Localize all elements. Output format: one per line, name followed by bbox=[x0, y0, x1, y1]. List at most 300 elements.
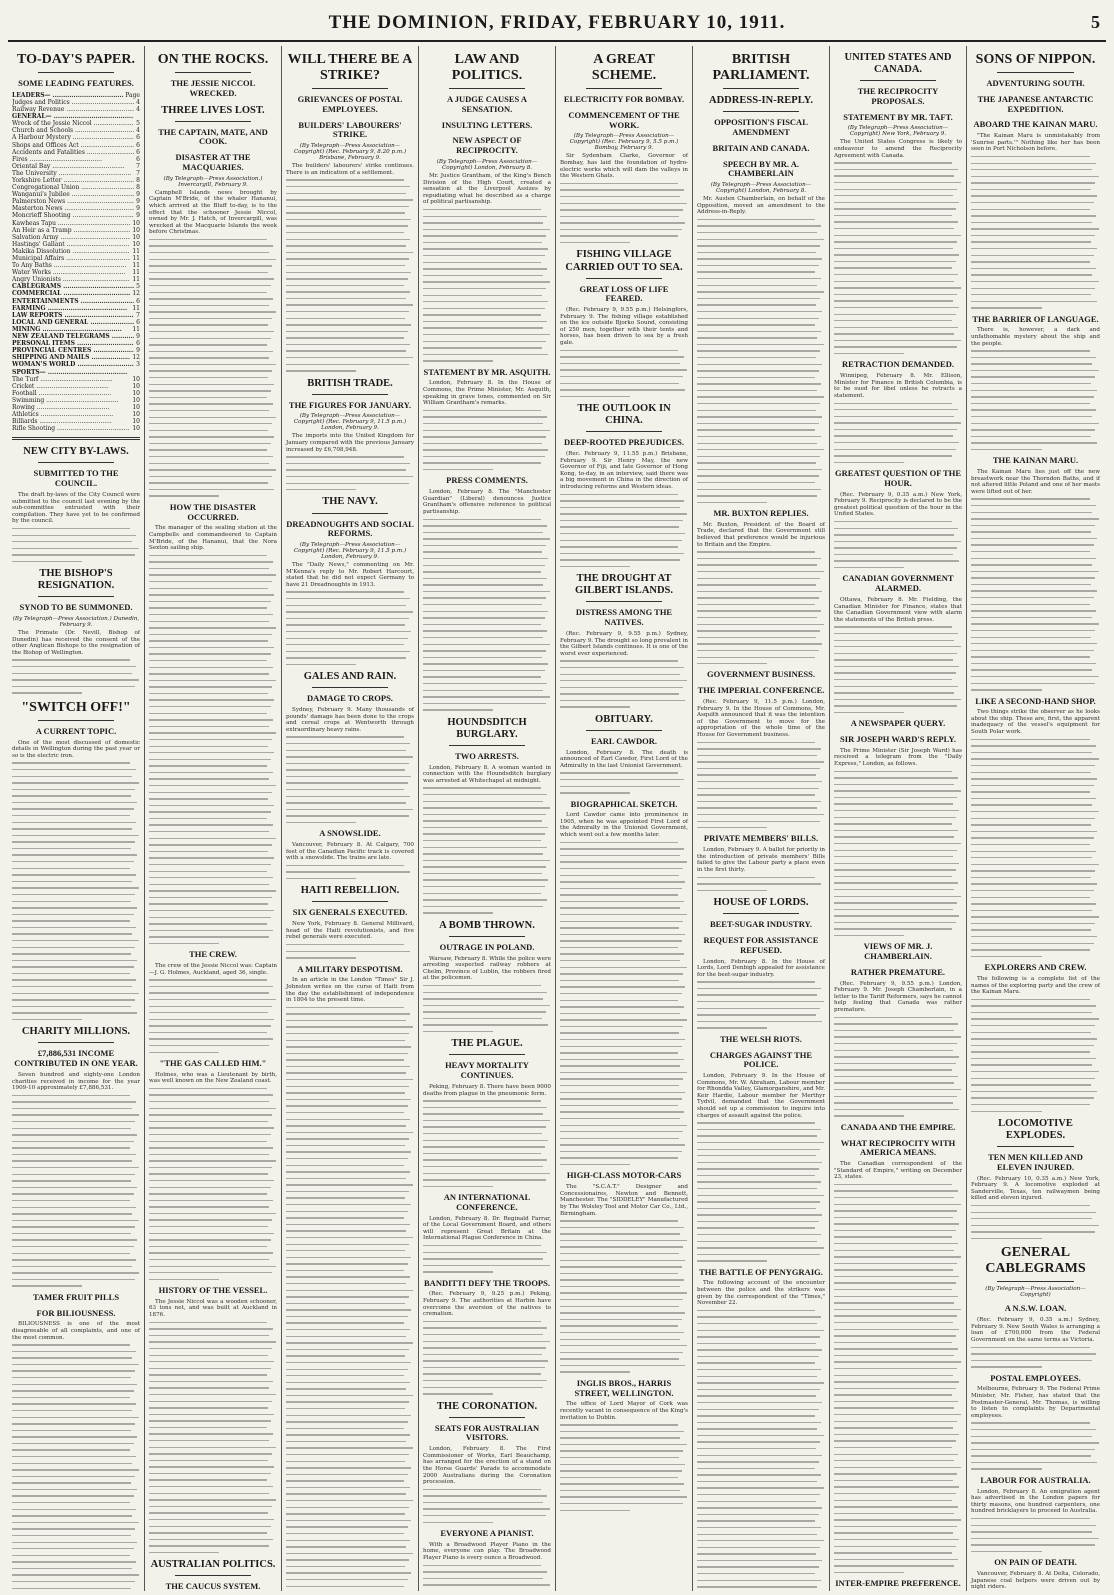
article-subheading: SIX GENERALS EXECUTED. bbox=[292, 907, 408, 918]
text-line bbox=[697, 396, 824, 397]
text-line bbox=[423, 1271, 493, 1272]
article-subheading: HIGH-CLASS MOTOR-CARS bbox=[566, 1170, 682, 1181]
text-line bbox=[697, 331, 821, 332]
text-line bbox=[971, 1468, 1042, 1469]
text-line bbox=[423, 295, 542, 296]
text-line bbox=[834, 1513, 954, 1514]
text-line bbox=[971, 739, 1090, 740]
article-body bbox=[834, 139, 962, 354]
contents-item bbox=[12, 156, 140, 163]
text-line bbox=[12, 1200, 130, 1201]
text-line bbox=[834, 1289, 952, 1290]
text-line bbox=[286, 1171, 410, 1172]
article-paragraph: Seven hundred and eighty-one London charities received in income for the year 1909-10 approximately £7,886,531. bbox=[12, 1071, 140, 1092]
divider bbox=[38, 72, 115, 73]
text-line bbox=[12, 548, 139, 549]
text-line bbox=[697, 890, 767, 891]
text-line bbox=[560, 967, 687, 968]
text-line bbox=[149, 489, 274, 490]
illegible-text-lines bbox=[834, 521, 962, 568]
text-line bbox=[12, 769, 136, 770]
article-headline: BRITISH PARLIAMENT. bbox=[712, 52, 810, 84]
article-subheading: LABOUR FOR AUSTRALIA. bbox=[980, 1474, 1091, 1485]
contents-label: Palmerston News ..... bbox=[12, 198, 134, 205]
text-line bbox=[286, 344, 410, 345]
illegible-text-lines bbox=[834, 162, 962, 354]
text-line bbox=[834, 547, 957, 548]
text-line bbox=[286, 1342, 413, 1343]
divider bbox=[997, 72, 1074, 73]
article-subheading: ADDRESS-IN-REPLY. bbox=[709, 95, 813, 107]
text-line bbox=[286, 199, 413, 200]
text-line bbox=[834, 189, 957, 190]
text-line bbox=[286, 278, 408, 279]
text-line bbox=[834, 162, 952, 163]
text-line bbox=[286, 1270, 404, 1271]
text-line bbox=[12, 953, 131, 954]
text-line bbox=[423, 1107, 547, 1108]
article-body bbox=[971, 1571, 1100, 1591]
text-line bbox=[697, 1247, 824, 1248]
text-line bbox=[971, 804, 1092, 805]
text-line bbox=[149, 331, 274, 332]
article-subheading: "THE GAS CALLED HIM." bbox=[159, 1057, 267, 1068]
text-line bbox=[286, 1066, 410, 1067]
divider bbox=[723, 111, 800, 112]
text-line bbox=[971, 248, 1097, 249]
text-line bbox=[12, 1449, 130, 1450]
text-line bbox=[149, 357, 269, 358]
contents-list bbox=[12, 92, 140, 433]
article-paragraph: (Rec. February 9, 9.55 p.m.) Helsingfors, February 9. The fishing village established on the ice outside Bjorko Sound, consisting of 250 men, together with their tents and horses, has been driven to sea by a fresh gale. bbox=[560, 307, 688, 347]
text-line bbox=[697, 827, 767, 828]
article-subheading: THE JAPANESE ANTARCTIC EXPEDITION. bbox=[977, 93, 1094, 114]
article-subheading: ELECTRICITY FOR BOMBAY. bbox=[563, 94, 685, 105]
text-line bbox=[423, 1258, 543, 1259]
text-line bbox=[834, 646, 961, 647]
text-line bbox=[834, 1368, 957, 1369]
text-line bbox=[286, 1086, 409, 1087]
text-line bbox=[560, 553, 684, 554]
illegible-text-lines bbox=[697, 1310, 825, 1591]
text-line bbox=[971, 785, 1094, 786]
text-line bbox=[697, 1227, 815, 1228]
text-line bbox=[423, 354, 548, 355]
text-line bbox=[286, 815, 409, 816]
text-line bbox=[423, 998, 543, 999]
divider bbox=[586, 88, 663, 89]
text-line bbox=[834, 182, 961, 183]
text-line bbox=[149, 824, 273, 825]
text-line bbox=[286, 193, 406, 194]
dateline: (By Telegraph—Press Association.) Invercargill, February 9. bbox=[163, 175, 263, 188]
illegible-text-lines bbox=[286, 591, 414, 665]
divider bbox=[586, 730, 663, 731]
contents-label: To Any Baths ..... bbox=[12, 262, 130, 269]
text-line bbox=[971, 1366, 1042, 1367]
text-line bbox=[286, 1290, 413, 1291]
text-line bbox=[149, 1447, 276, 1448]
text-line bbox=[697, 1254, 820, 1255]
contents-page: 6 bbox=[136, 155, 140, 163]
contents-label: Yorkshire Letter ..... bbox=[12, 177, 134, 184]
text-line bbox=[149, 871, 267, 872]
text-line bbox=[12, 1160, 132, 1161]
text-line bbox=[149, 986, 273, 987]
article-paragraph: The "Daily News," commenting on Mr. M'Kenna's reply to Mr. Robert Harcourt, stated that he did not expect Germany to have 21 Dreadnoughts in 1913. bbox=[286, 562, 414, 588]
text-line bbox=[423, 644, 550, 645]
text-line bbox=[286, 219, 411, 220]
text-line bbox=[697, 1534, 817, 1535]
text-line bbox=[971, 281, 1099, 282]
text-line bbox=[834, 403, 952, 404]
text-line bbox=[834, 1381, 959, 1382]
illegible-text-lines bbox=[12, 528, 140, 562]
article-body bbox=[423, 173, 551, 362]
text-line bbox=[560, 940, 682, 941]
contents-label: Cricket ..... bbox=[12, 383, 130, 390]
text-line bbox=[560, 1510, 630, 1511]
text-line bbox=[12, 1535, 131, 1536]
text-line bbox=[560, 1279, 684, 1280]
text-line bbox=[286, 871, 410, 872]
contents-label: Swimming ..... bbox=[12, 397, 130, 404]
text-line bbox=[560, 1266, 682, 1267]
text-line bbox=[834, 215, 952, 216]
text-line bbox=[149, 1167, 272, 1168]
article-subheading: VIEWS OF MR. J. CHAMBERLAIN. bbox=[863, 941, 933, 962]
contents-label: Moncrieff Shooting ..... bbox=[12, 212, 134, 219]
text-line bbox=[834, 1190, 958, 1191]
contents-label: FARMING ..... bbox=[12, 305, 130, 312]
text-line bbox=[12, 986, 132, 987]
article-paragraph: Vancouver, February 8. At Calgary, 700 feet of the Canadian Pacific track is covered with a snowslide. The trains are late. bbox=[286, 842, 414, 862]
contents-page: 10 bbox=[132, 226, 140, 234]
text-line bbox=[423, 840, 541, 841]
illegible-text-lines bbox=[971, 1518, 1100, 1552]
text-line bbox=[697, 1208, 816, 1209]
text-line bbox=[971, 531, 1091, 532]
text-line bbox=[12, 815, 130, 816]
text-line bbox=[834, 254, 959, 255]
text-line bbox=[560, 1065, 680, 1066]
text-line bbox=[697, 1507, 822, 1508]
illegible-text-lines bbox=[560, 494, 688, 568]
text-line bbox=[697, 1540, 824, 1541]
text-line bbox=[560, 507, 680, 508]
text-line bbox=[286, 743, 410, 744]
contents-page: 5 bbox=[136, 283, 140, 291]
article-subheading: THE RECIPROCITY PROPOSALS. bbox=[857, 86, 939, 106]
text-line bbox=[697, 994, 817, 995]
article-subheading: OBITUARY. bbox=[595, 713, 653, 725]
illegible-text-lines bbox=[423, 1321, 551, 1395]
text-line bbox=[971, 268, 1096, 269]
text-line bbox=[286, 1513, 405, 1514]
contents-item bbox=[12, 425, 140, 432]
text-line bbox=[286, 1428, 404, 1429]
text-line bbox=[149, 686, 272, 687]
contents-label: Railway Revenue ..... bbox=[12, 106, 134, 113]
text-line bbox=[12, 795, 131, 796]
text-line bbox=[560, 235, 678, 236]
text-line bbox=[834, 333, 954, 334]
text-line bbox=[423, 670, 545, 671]
text-line bbox=[697, 807, 817, 808]
text-line bbox=[697, 1135, 817, 1136]
column-4 bbox=[419, 46, 556, 1591]
article-headline: ON THE ROCKS. bbox=[157, 52, 269, 67]
text-line bbox=[560, 376, 683, 377]
text-line bbox=[834, 567, 904, 568]
text-line bbox=[971, 798, 1096, 799]
text-line bbox=[423, 545, 546, 546]
text-line bbox=[697, 311, 822, 312]
text-line bbox=[286, 186, 410, 187]
text-line bbox=[834, 560, 959, 561]
text-line bbox=[697, 1162, 822, 1163]
text-line bbox=[12, 979, 136, 980]
text-line bbox=[971, 1551, 1042, 1552]
text-line bbox=[286, 1553, 413, 1554]
text-line bbox=[12, 1417, 139, 1418]
text-line bbox=[423, 275, 543, 276]
text-line bbox=[423, 1018, 542, 1019]
article-paragraph: London, February 8. The death is announced of Earl Cawdor, First Lord of the Admiralty in the last Unionist Government. bbox=[560, 749, 688, 769]
article-subheading: SUBMITTED TO THE COUNCIL. bbox=[33, 468, 119, 489]
text-line bbox=[697, 584, 816, 585]
text-line bbox=[149, 555, 267, 556]
article-body bbox=[971, 327, 1100, 450]
text-line bbox=[12, 1463, 132, 1464]
text-line bbox=[149, 660, 267, 661]
contents-page: 10 bbox=[132, 219, 140, 227]
text-line bbox=[423, 814, 546, 815]
text-line bbox=[971, 669, 1092, 670]
text-line bbox=[834, 267, 952, 268]
contents-page: 4 bbox=[136, 106, 140, 114]
article-body bbox=[286, 562, 414, 665]
text-line bbox=[697, 304, 816, 305]
text-line bbox=[12, 1522, 139, 1523]
contents-label: Wanganui's Jubilee ..... bbox=[12, 191, 134, 198]
contents-page: 6 bbox=[136, 141, 140, 149]
text-line bbox=[423, 637, 543, 638]
text-line bbox=[560, 566, 630, 567]
article-subheading: INSULTING LETTERS. bbox=[441, 119, 533, 130]
illegible-text-lines bbox=[423, 519, 551, 711]
text-line bbox=[697, 1014, 816, 1015]
contents-page: 11 bbox=[132, 325, 140, 333]
text-line bbox=[971, 577, 1095, 578]
text-line bbox=[423, 262, 541, 263]
text-line bbox=[697, 610, 821, 611]
contents-item bbox=[12, 290, 140, 297]
text-line bbox=[971, 870, 1095, 871]
contents-page: 4 bbox=[136, 127, 140, 135]
text-line bbox=[834, 1493, 956, 1494]
dateline: (By Telegraph—Press Association—Copyright) (Rec. February 9, 11.5 p.m.) London, February 9. bbox=[293, 542, 407, 561]
contents-item bbox=[12, 383, 140, 390]
illegible-text-lines bbox=[971, 739, 1100, 957]
article-subheading: CHARITY MILLIONS. bbox=[21, 1026, 131, 1038]
text-line bbox=[286, 1415, 411, 1416]
article-subheading: THE NAVY. bbox=[322, 496, 378, 508]
text-line bbox=[697, 551, 815, 552]
text-line bbox=[149, 910, 274, 911]
text-line bbox=[149, 1539, 273, 1540]
text-line bbox=[286, 1125, 406, 1126]
text-line bbox=[834, 797, 957, 798]
text-line bbox=[149, 1279, 219, 1280]
text-line bbox=[560, 779, 684, 780]
text-line bbox=[12, 1134, 137, 1135]
text-line bbox=[149, 680, 276, 681]
text-line bbox=[423, 1173, 550, 1174]
text-line bbox=[834, 935, 904, 936]
text-line bbox=[149, 923, 267, 924]
text-line bbox=[697, 637, 816, 638]
text-line bbox=[697, 1553, 816, 1554]
contents-item bbox=[12, 106, 140, 113]
text-line bbox=[423, 1578, 543, 1579]
text-line bbox=[971, 370, 1099, 371]
divider bbox=[723, 913, 800, 914]
text-line bbox=[697, 291, 824, 292]
text-line bbox=[286, 1072, 406, 1073]
text-line bbox=[149, 1088, 267, 1089]
text-line bbox=[971, 1018, 1099, 1019]
text-line bbox=[697, 814, 824, 815]
text-line bbox=[971, 765, 1095, 766]
contents-item bbox=[12, 163, 140, 170]
article-subheading: THE FIGURES FOR JANUARY. bbox=[288, 399, 412, 410]
text-line bbox=[423, 1354, 542, 1355]
article-body bbox=[697, 196, 825, 503]
text-line bbox=[560, 216, 679, 217]
text-line bbox=[834, 1197, 954, 1198]
text-line bbox=[12, 1436, 137, 1437]
text-line bbox=[971, 683, 1095, 684]
text-line bbox=[697, 1415, 815, 1416]
text-line bbox=[971, 551, 1090, 552]
text-line bbox=[971, 1111, 1042, 1112]
text-line bbox=[286, 1250, 405, 1251]
text-line bbox=[971, 409, 1096, 410]
text-line bbox=[423, 1515, 546, 1516]
text-line bbox=[971, 1078, 1095, 1079]
text-line bbox=[697, 495, 817, 496]
text-line bbox=[423, 690, 543, 691]
text-line bbox=[149, 443, 271, 444]
text-line bbox=[560, 559, 680, 560]
text-line bbox=[971, 597, 1094, 598]
text-line bbox=[697, 1560, 822, 1561]
text-line bbox=[971, 1218, 1092, 1219]
text-line bbox=[560, 526, 679, 527]
article-body bbox=[149, 190, 277, 497]
text-line bbox=[149, 811, 271, 812]
text-line bbox=[149, 992, 269, 993]
text-line bbox=[149, 1341, 276, 1342]
text-line bbox=[149, 1239, 271, 1240]
text-line bbox=[697, 591, 822, 592]
article-paragraph: Warsaw, February 8. While the police were arresting suspected railway robbers at Chelm, Province of Lublin, the robbers fired at the policemen. bbox=[423, 955, 551, 982]
article-subheading: HOUNDSDITCH BURGLARY. bbox=[447, 716, 527, 740]
article-paragraph: London, February 8. Dr. Reginald Farrar, of the Local Government Board, and others will represent Great Britain at the International Plague Conference in China. bbox=[423, 1215, 551, 1242]
text-line bbox=[286, 1138, 409, 1139]
contents-label: Athletics ..... bbox=[12, 411, 130, 418]
article-subheading: COMMENCEMENT OF THE WORK. bbox=[568, 109, 680, 130]
text-line bbox=[423, 1159, 547, 1160]
article-subheading: A NEWSPAPER QUERY. bbox=[850, 718, 946, 729]
contents-item bbox=[12, 92, 140, 99]
text-line bbox=[149, 370, 272, 371]
text-line bbox=[149, 1121, 268, 1122]
text-line bbox=[423, 1031, 493, 1032]
text-line bbox=[697, 298, 820, 299]
text-line bbox=[971, 791, 1090, 792]
text-line bbox=[286, 298, 406, 299]
text-line bbox=[423, 469, 493, 470]
text-line bbox=[149, 1427, 267, 1428]
text-line bbox=[971, 403, 1090, 404]
article-subheading: GOVERNMENT BUSINESS. bbox=[706, 669, 815, 680]
dateline: (By Telegraph—Press Association—Copyright) (Rec. February 9, 11.5 p.m.) London, February 9. bbox=[293, 413, 407, 432]
text-line bbox=[971, 156, 1090, 157]
contents-page: 8 bbox=[136, 176, 140, 184]
text-line bbox=[149, 1361, 274, 1362]
text-line bbox=[423, 1140, 548, 1141]
text-line bbox=[12, 1482, 131, 1483]
article-subheading: THE JESSIE NICCOL WRECKED. bbox=[170, 78, 256, 98]
contents-page: 8 bbox=[136, 184, 140, 192]
text-line bbox=[286, 1217, 404, 1218]
dateline: (By Telegraph—Press Association—Copyright) New York, February 9. bbox=[847, 125, 949, 138]
text-line bbox=[286, 763, 409, 764]
text-line bbox=[560, 927, 679, 928]
article-subheading: FOR BILIOUSNESS. bbox=[36, 1307, 116, 1318]
article-subheading: BANDITTI DEFY THE TROOPS. bbox=[424, 1277, 550, 1288]
text-line bbox=[697, 443, 817, 444]
article-paragraph: Two things strike the observer as he looks about the ship. These are, first, the apparent inadequacy of the vessel's equipment for South Polar work. bbox=[971, 709, 1100, 736]
text-line bbox=[149, 1266, 276, 1267]
divider bbox=[38, 1042, 115, 1043]
text-line bbox=[423, 807, 550, 808]
text-line bbox=[834, 1348, 958, 1349]
text-line bbox=[971, 1518, 1090, 1519]
text-line bbox=[149, 1134, 271, 1135]
text-line bbox=[12, 1555, 130, 1556]
article-subheading: ON PAIN OF DEATH. bbox=[994, 1557, 1077, 1568]
contents-item bbox=[12, 212, 140, 219]
contents-item bbox=[12, 149, 140, 156]
text-line bbox=[149, 311, 276, 312]
text-line bbox=[423, 462, 541, 463]
article-headline: LAW AND POLITICS. bbox=[451, 52, 523, 84]
text-line bbox=[423, 683, 547, 684]
contents-item bbox=[12, 241, 140, 248]
text-line bbox=[12, 1253, 130, 1254]
text-line bbox=[423, 853, 543, 854]
text-line bbox=[12, 973, 130, 974]
text-line bbox=[560, 792, 630, 793]
article-subheading: POSTAL EMPLOYEES. bbox=[990, 1372, 1081, 1383]
text-line bbox=[971, 1538, 1099, 1539]
article-paragraph: The Canadian correspondent of the "Standard of Empire," writing on December 23, states. bbox=[834, 1161, 962, 1181]
text-line bbox=[834, 1263, 957, 1264]
text-line bbox=[971, 1097, 1094, 1098]
